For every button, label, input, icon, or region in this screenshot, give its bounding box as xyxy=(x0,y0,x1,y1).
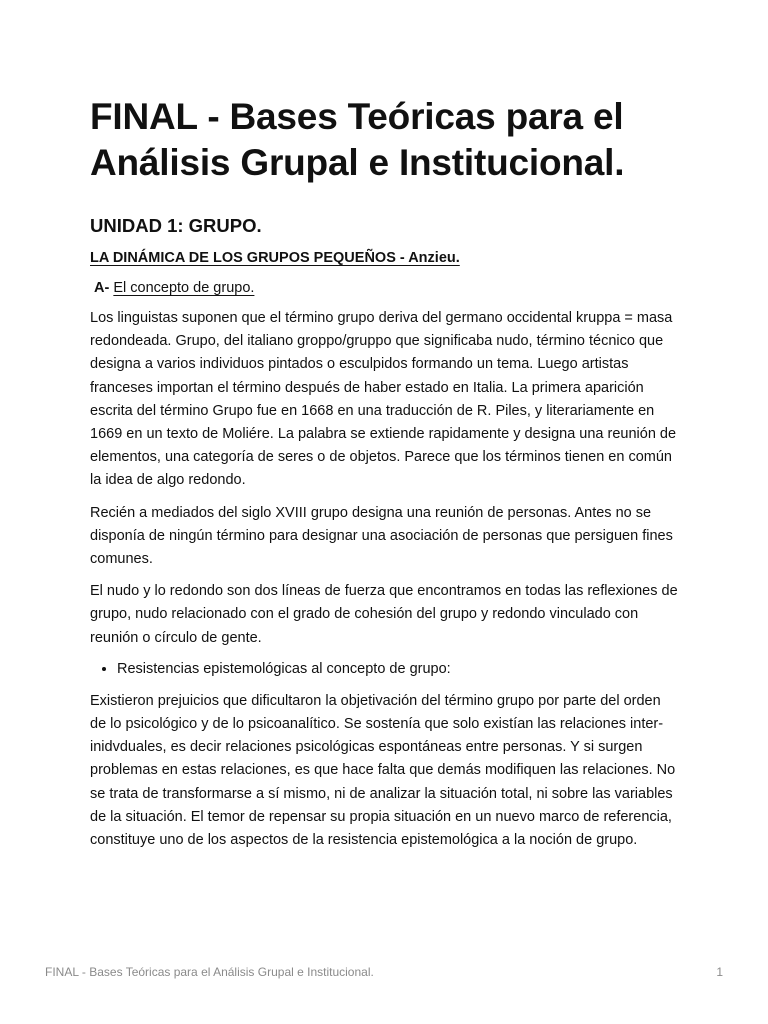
paragraph-1: Los linguistas suponen que el término grupo deriva del germano occidental kruppa = masa redondeada. Grupo, del italiano groppo/gruppo que significaba nudo, término técnico que designa a varios individuos pintados o esculpidos formando un tema. Luego artistas franceses importan el término después de haber estado en Italia. La primera aparición escrita del término Grupo fue en 1668 en una traducción de R. Piles, y literariamente en 1669 en un texto de Moliére. La palabra se extiende rapidamente y designa una reunión de elementos, una categoría de seres o de objetos. Parece que los términos tienen en común la idea de algo redondo. xyxy=(90,310,677,489)
section-heading-text: LA DINÁMICA DE LOS GRUPOS PEQUEÑOS - Anzieu. xyxy=(90,250,460,266)
subsection-heading xyxy=(94,278,680,298)
paragraph-2: Recién a mediados del siglo XVIII grupo designa una reunión de personas. Antes no se disponía de ningún término para designar una asociación de personas que persiguen fines comunes. xyxy=(90,504,673,568)
paragraph-3: El nudo y lo redondo son dos líneas de fuerza que encontramos en todas las reflexiones de grupo, nudo relacionado con el grado de cohesión del grupo y redondo vinculado con reunión o círculo de gente. xyxy=(90,583,678,646)
section-heading xyxy=(90,248,680,268)
document-page xyxy=(90,94,680,852)
unit-heading: UNIDAD 1: GRUPO. xyxy=(90,215,262,236)
footer-title: FINAL - Bases Teóricas para el Análisis Grupal e Institucional. xyxy=(45,965,374,979)
subsection-title: El concepto de grupo. xyxy=(113,280,255,296)
bullet-list xyxy=(90,658,680,681)
bullet-item: • Resistencias epistemológicas al concepto de grupo: xyxy=(117,658,680,681)
page-number: 1 xyxy=(716,965,723,979)
page-footer xyxy=(45,965,723,983)
subsection-letter: A- xyxy=(94,280,110,296)
document-title: FINAL - Bases Teóricas para el Análisis Grupal e Institucional. xyxy=(90,96,625,183)
paragraph-4: Existieron prejuicios que dificultaron la objetivación del término grupo por parte del orden de lo psicológico y de lo psicoanalítico. Se sostenía que solo existían las relaciones inter-inidvduales, es decir relaciones psicológicas espontáneas entre personas. Y si surgen problemas en estas relaciones, es que hace falta que demás modifiquen las relaciones. No se trata de transformarse a sí mismo, ni de analizar la situación total, ni sobre las variables de la situación. El temor de repensar su propia situación en un nuevo marco de referencia, constituye uno de los aspectos de la resistencia epistemológica a la noción de grupo. xyxy=(90,692,676,849)
